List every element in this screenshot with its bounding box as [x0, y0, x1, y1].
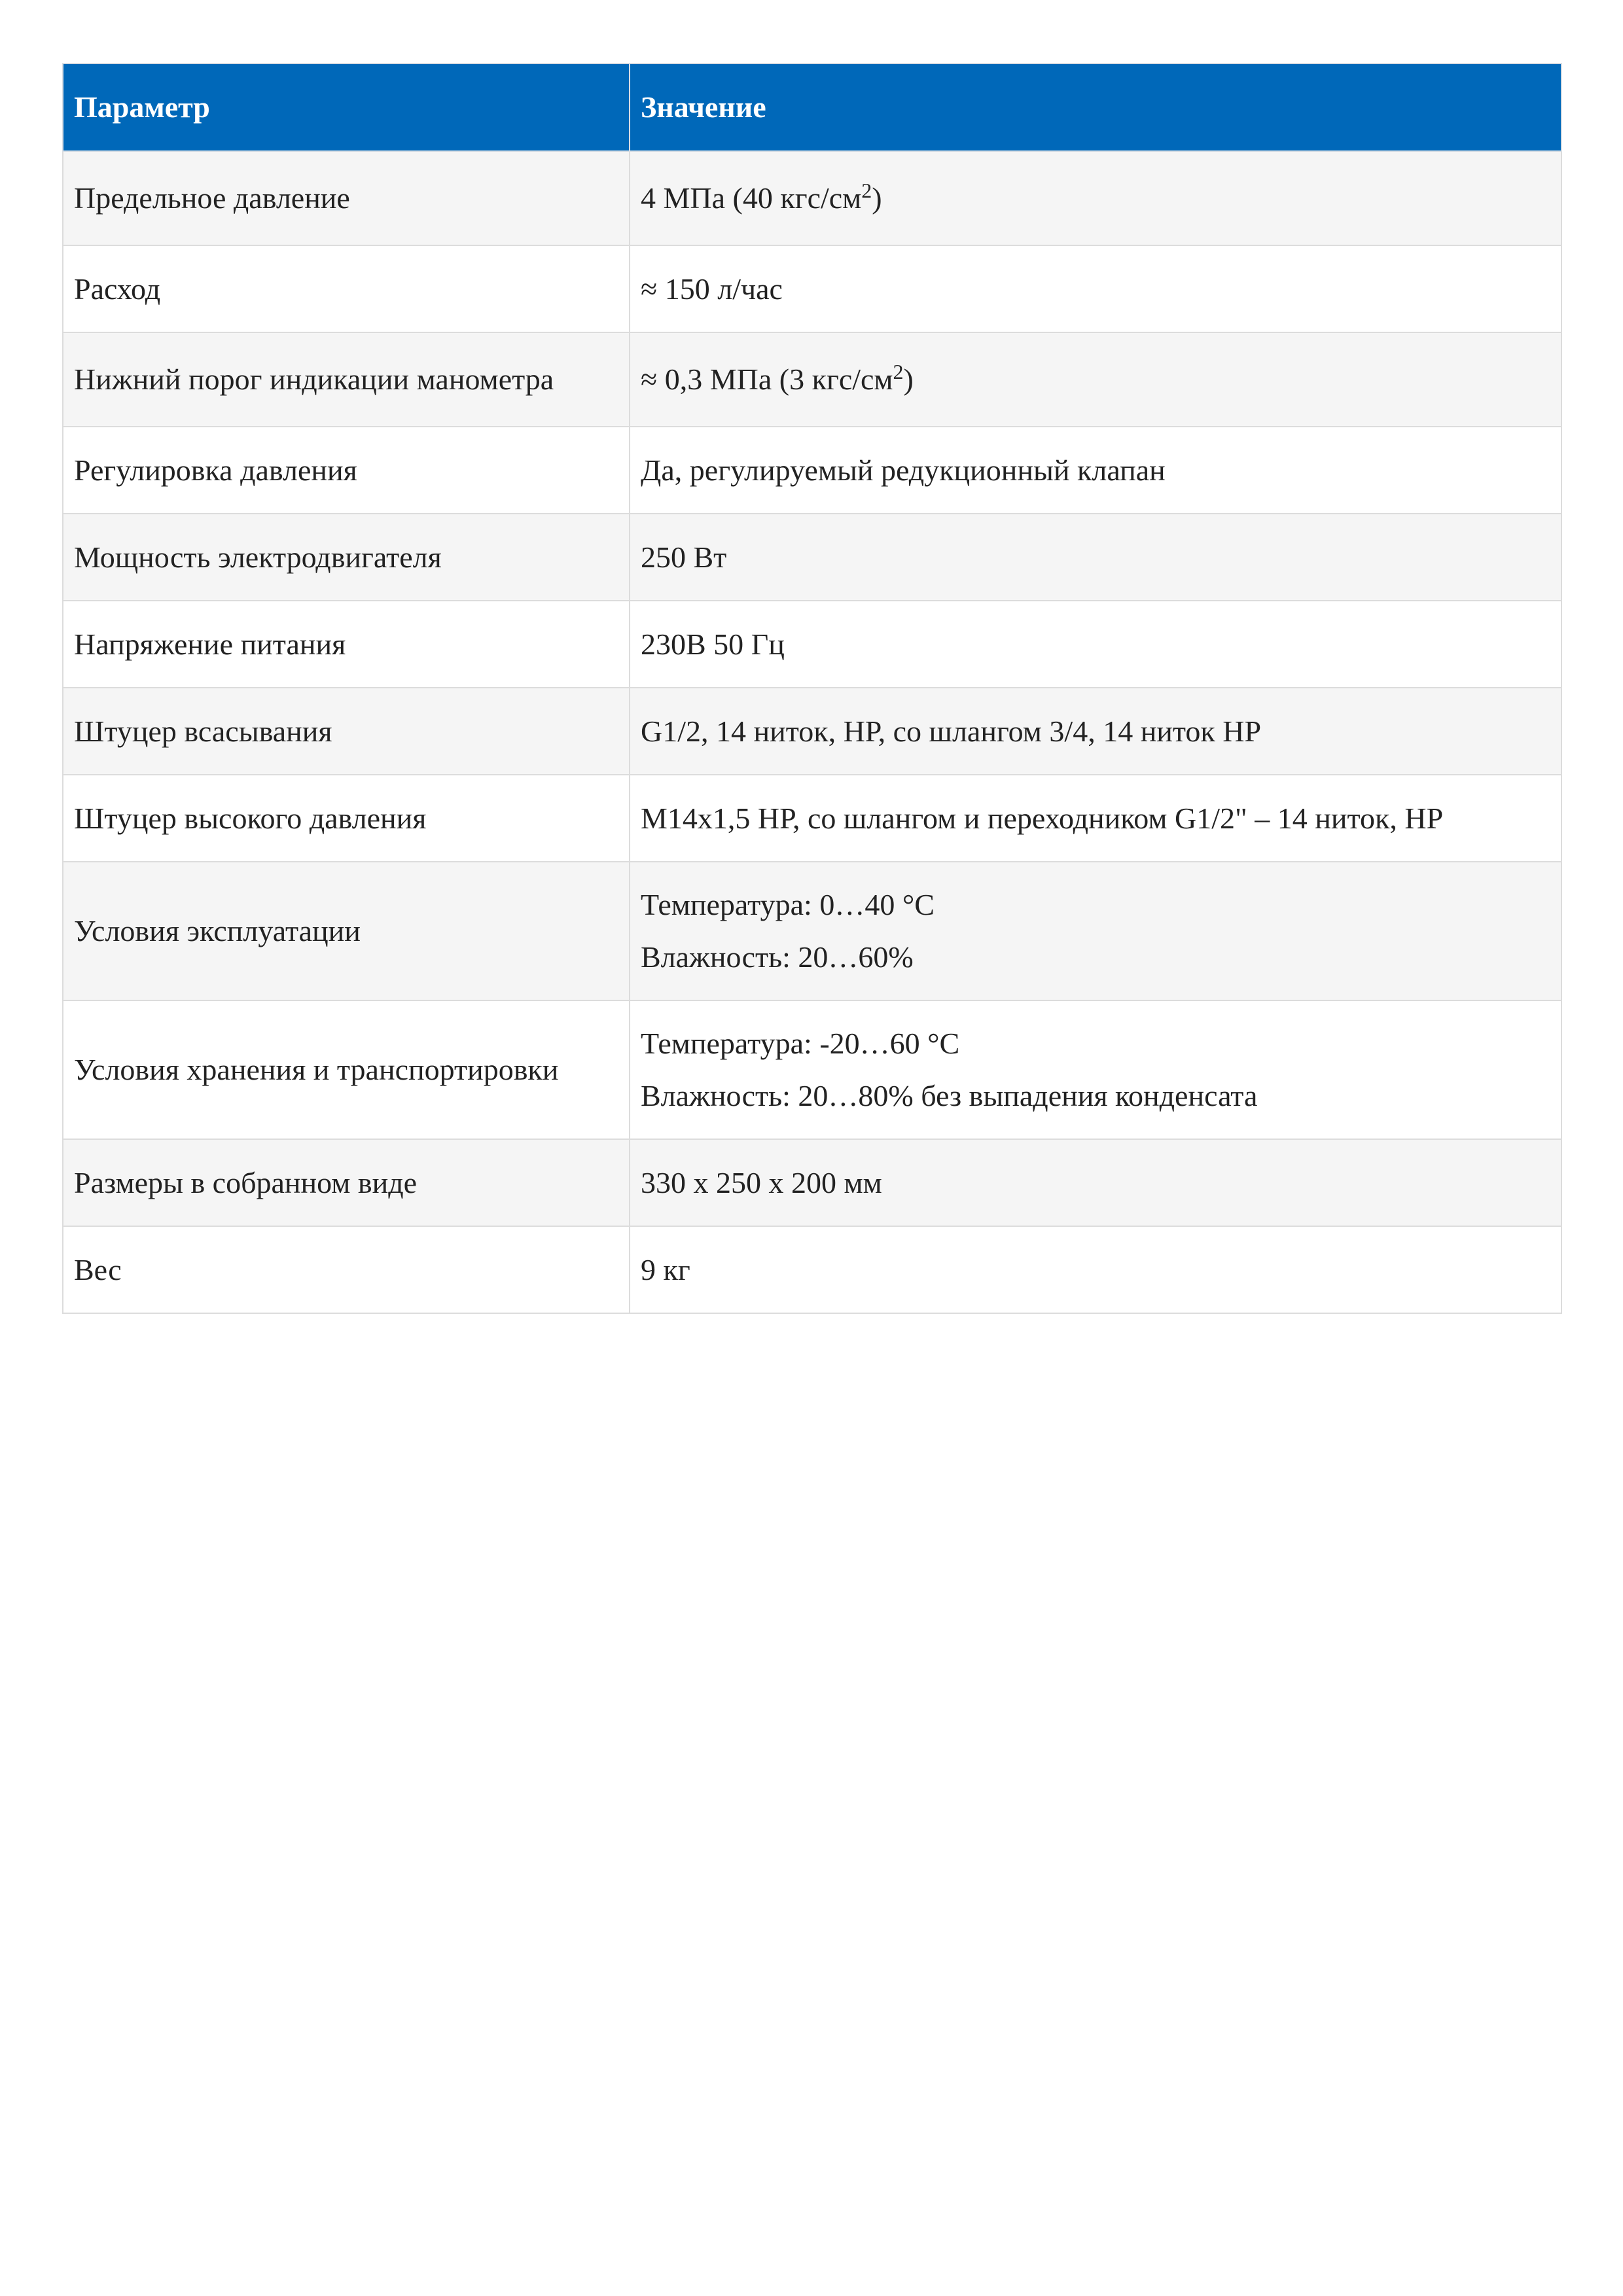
table-row [63, 862, 1561, 1000]
header-value: Значение [630, 63, 1561, 151]
value-text: ) [872, 181, 882, 215]
param-cell: Штуцер всасывания [63, 688, 630, 775]
value-cell: ≈ 150 л/час [630, 245, 1561, 332]
table-row [63, 151, 1561, 245]
table-row [63, 514, 1561, 601]
table-row [63, 1000, 1561, 1139]
table-row [63, 1139, 1561, 1226]
value-cell [630, 862, 1561, 1000]
param-cell: Нижний порог индикации манометра [63, 332, 630, 427]
param-cell: Расход [63, 245, 630, 332]
param-cell: Вес [63, 1226, 630, 1313]
value-cell: Да, регулируемый редукционный клапан [630, 427, 1561, 514]
value-line: Влажность: 20…80% без выпадения конденсата [641, 1079, 1258, 1112]
superscript: 2 [861, 179, 872, 202]
value-cell: 9 кг [630, 1226, 1561, 1313]
value-cell [630, 1000, 1561, 1139]
param-cell: Условия эксплуатации [63, 862, 630, 1000]
table-row [63, 427, 1561, 514]
value-cell: 230В 50 Гц [630, 601, 1561, 688]
table-row [63, 245, 1561, 332]
spec-table [62, 63, 1562, 1314]
param-cell: Штуцер высокого давления [63, 775, 630, 862]
table-body [63, 151, 1561, 1313]
value-text: 4 МПа (40 кгс/см [641, 181, 862, 215]
param-cell: Мощность электродвигателя [63, 514, 630, 601]
value-cell [630, 332, 1561, 427]
table-row [63, 1226, 1561, 1313]
superscript: 2 [893, 360, 904, 383]
value-text: ) [903, 362, 914, 396]
header-param: Параметр [63, 63, 630, 151]
table-row [63, 688, 1561, 775]
table-header [63, 63, 1561, 151]
value-cell: 250 Вт [630, 514, 1561, 601]
table-row [63, 775, 1561, 862]
param-cell: Предельное давление [63, 151, 630, 245]
value-cell: G1/2, 14 ниток, НР, со шлангом 3/4, 14 ниток НР [630, 688, 1561, 775]
table-row [63, 601, 1561, 688]
value-cell [630, 151, 1561, 245]
value-line: Температура: 0…40 °С [641, 888, 935, 921]
value-text: ≈ 0,3 МПа (3 кгс/см [641, 362, 893, 396]
param-cell: Регулировка давления [63, 427, 630, 514]
param-cell: Условия хранения и транспортировки [63, 1000, 630, 1139]
value-line: Влажность: 20…60% [641, 940, 914, 974]
value-cell: 330 х 250 х 200 мм [630, 1139, 1561, 1226]
value-cell: М14х1,5 НР, со шлангом и переходником G1/2" – 14 ниток, НР [630, 775, 1561, 862]
param-cell: Напряжение питания [63, 601, 630, 688]
header-row [63, 63, 1561, 151]
param-cell: Размеры в собранном виде [63, 1139, 630, 1226]
table-row [63, 332, 1561, 427]
value-line: Температура: -20…60 °С [641, 1027, 960, 1060]
